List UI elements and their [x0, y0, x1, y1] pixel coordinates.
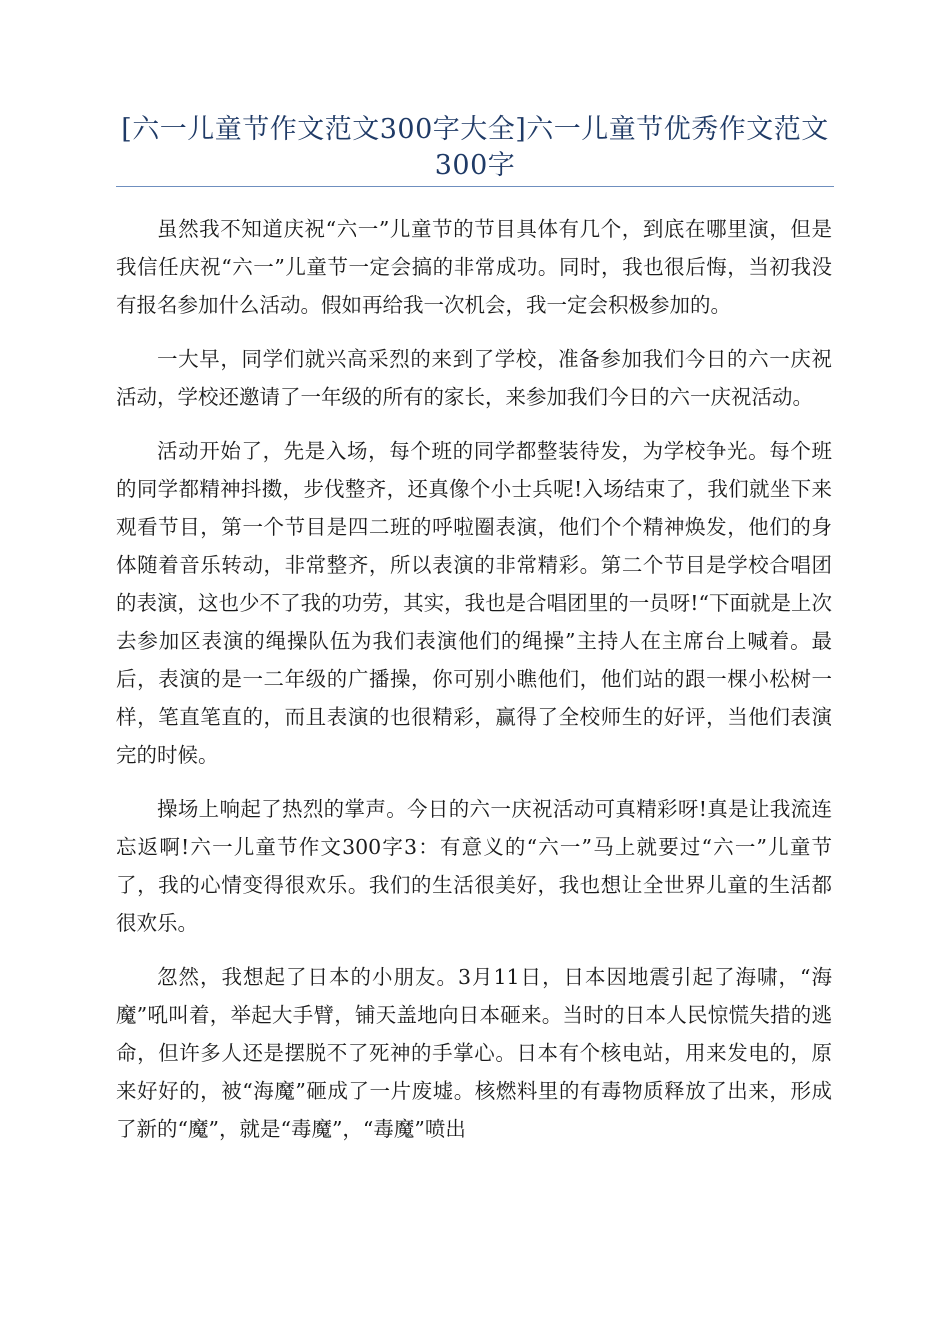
document-body — [116, 210, 832, 1164]
paragraph: 活动开始了，先是入场，每个班的同学都整装待发，为学校争光。每个班的同学都精神抖擞，步伐整齐，还真像个小士兵呢!入场结束了，我们就坐下来观看节目，第一个节目是四二班的呼啦圈表演，他们个个精神焕发，他们的身体随着音乐转动，非常整齐，所以表演的非常精彩。第二个节目是学校合唱团的表演，这也少不了我的功劳，其实，我也是合唱团里的一员呀!“下面就是上次去参加区表演的绳操队伍为我们表演他们的绳操”主持人在主席台上喊着。最后，表演的是一二年级的广播操，你可别小瞧他们，他们站的跟一棵小松树一样，笔直笔直的，而且表演的也很精彩，赢得了全校师生的好评，当他们表演完的时候。 — [116, 439, 832, 767]
document-title: [六一儿童节作文范文300字大全]六一儿童节优秀作文范文300字 — [121, 114, 829, 181]
paragraph: 虽然我不知道庆祝“六一”儿童节的节目具体有几个，到底在哪里演，但是我信任庆祝“六一”儿童节一定会搞的非常成功。同时，我也很后悔，当初我没有报名参加什么活动。假如再给我一次机会，我一定会积极参加的。 — [116, 217, 832, 317]
title-underline — [116, 186, 834, 187]
paragraph: 一大早，同学们就兴高采烈的来到了学校，准备参加我们今日的六一庆祝活动，学校还邀请了一年级的所有的家长，来参加我们今日的六一庆祝活动。 — [116, 347, 832, 409]
paragraph: 操场上响起了热烈的掌声。今日的六一庆祝活动可真精彩呀!真是让我流连忘返啊!六一儿童节作文300字3：有意义的“六一”马上就要过“六一”儿童节了，我的心情变得很欢乐。我们的生活很美好，我也想让全世界儿童的生活都很欢乐。 — [116, 797, 832, 935]
paragraph: 忽然，我想起了日本的小朋友。3月11日，日本因地震引起了海啸，“海魔”吼叫着，举起大手臂，铺天盖地向日本砸来。当时的日本人民惊慌失措的逃命，但许多人还是摆脱不了死神的手掌心。日本有个核电站，用来发电的，原来好好的，被“海魔”砸成了一片废墟。核燃料里的有毒物质释放了出来，形成了新的“魔”，就是“毒魔”，“毒魔”喷出 — [116, 965, 832, 1141]
